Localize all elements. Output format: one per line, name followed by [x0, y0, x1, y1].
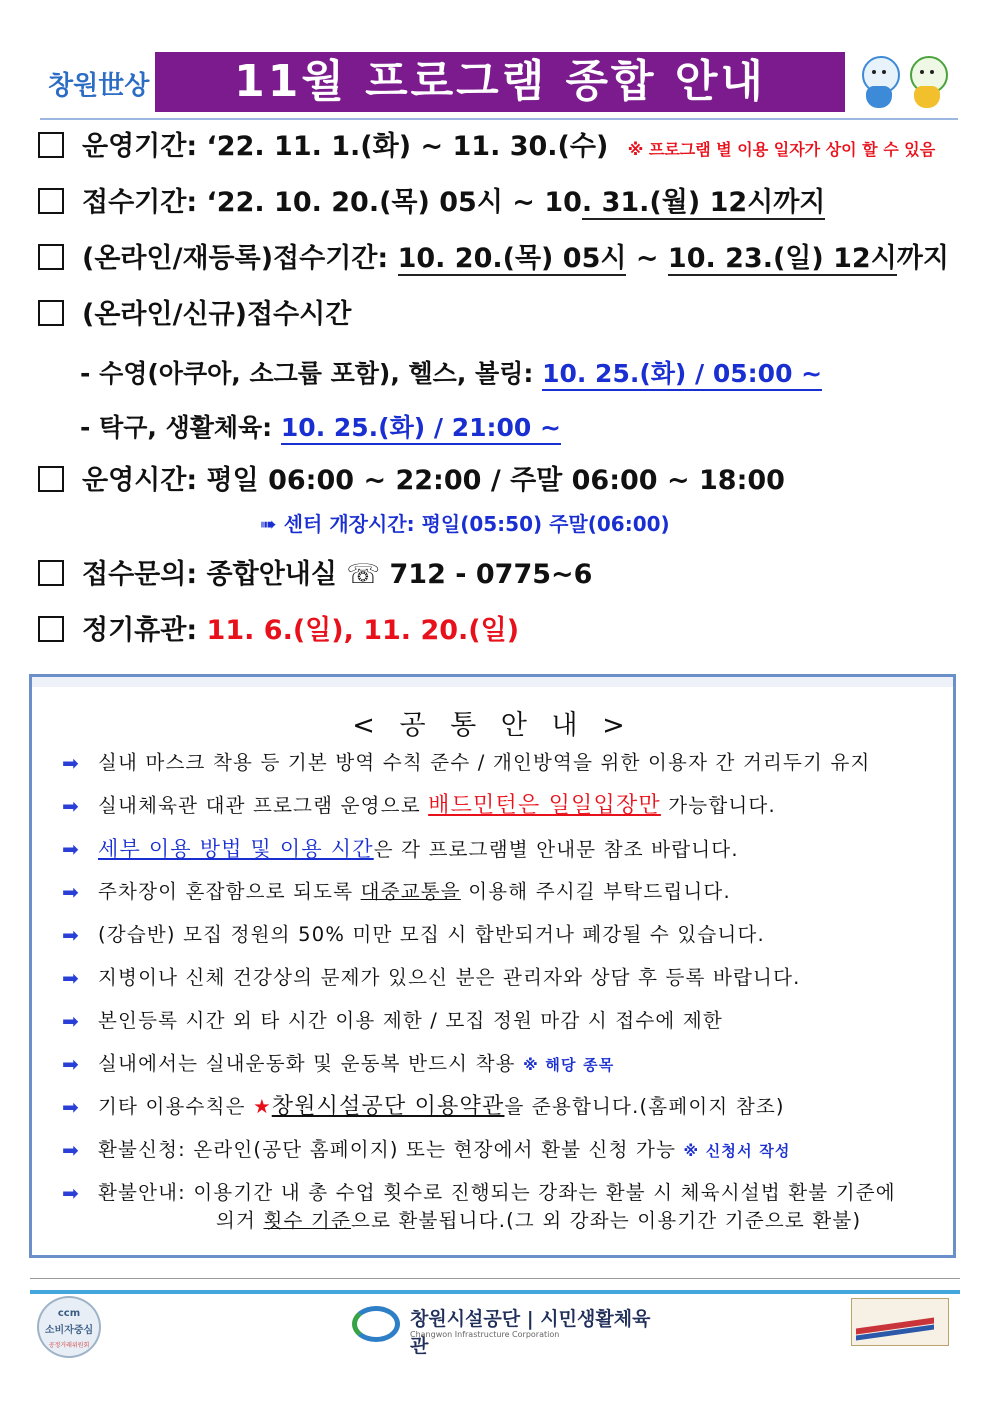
certification-mark-icon — [851, 1298, 949, 1346]
info-closed — [38, 614, 962, 648]
reception-label: 접수기간: — [82, 187, 198, 218]
page-title: 11월 프로그램 종합 안내 — [155, 52, 845, 112]
count-basis-highlight: 횟수 기준 — [263, 1209, 352, 1232]
arrow-right-icon: ➡ — [62, 1095, 80, 1119]
list-item: ➡ 세부 이용 방법 및 이용 시간은 각 프로그램별 안내문 참조 바랍니다. — [62, 837, 739, 861]
corporation-eng-name: Changwon Infrastructure Corporation — [410, 1330, 560, 1339]
corporation-swirl-icon — [352, 1306, 400, 1342]
period-note: ※ 프로그램 별 이용 일자가 상이 할 수 있음 — [627, 140, 936, 159]
corporation-name: 창원시설공단 | 시민생활체육관 — [410, 1308, 651, 1357]
arrow-right-icon: ➡ — [62, 837, 80, 861]
corporation-logo — [352, 1300, 652, 1357]
sport-note: ※ 해당 종목 — [523, 1056, 615, 1074]
arrow-right-icon: ➡ — [62, 1138, 80, 1162]
info-online-reregister — [38, 242, 962, 276]
usage-detail-highlight: 세부 이용 방법 및 이용 시간 — [98, 837, 374, 861]
inquiry-value: 종합안내실 ☏ 712 - 0775~6 — [206, 559, 593, 590]
footer-bar — [30, 1290, 960, 1294]
notice-list — [62, 749, 943, 1249]
sub2-label: - 탁구, 생활체육: — [80, 413, 273, 442]
list-item: ➡ 환불신청: 온라인(공단 홈페이지) 또는 현장에서 환불 신청 가능 ※ 신청서 작성 — [62, 1138, 791, 1162]
sub1-value: 10. 25.(화) / 05:00 ~ — [542, 359, 822, 391]
city-logo-text: 창원世상 — [48, 70, 150, 101]
closed-value: 11. 6.(일), 11. 20.(일) — [206, 615, 520, 646]
period-value: ‘22. 11. 1.(화) ~ 11. 30.(수) — [206, 131, 609, 162]
sub1-label: - 수영(아쿠아, 소그룹 포함), 헬스, 볼링: — [80, 359, 534, 388]
arrow-right-icon: ➡ — [62, 794, 80, 818]
mascots — [858, 54, 958, 110]
checkbox-icon — [38, 300, 64, 326]
common-notice-box — [29, 674, 956, 1258]
sub2-value: 10. 25.(화) / 21:00 ~ — [281, 413, 561, 445]
star-icon: ★ — [253, 1095, 272, 1118]
mascot-blue-icon — [858, 56, 900, 108]
ccm-logo: ccm 소비자중심 공정거래위원회 — [37, 1296, 101, 1358]
public-transport-highlight: 대중교통을 — [360, 880, 461, 903]
checkbox-icon — [38, 244, 64, 270]
info-period — [38, 130, 962, 167]
arrow-right-icon: ➡ — [62, 966, 80, 990]
info-hours — [38, 464, 962, 498]
city-logo — [48, 58, 166, 108]
arrow-right-icon: ➡ — [62, 1052, 80, 1076]
list-item: ➡ 실내 마스크 착용 등 기본 방역 수칙 준수 / 개인방역을 위한 이용자 간 거리두기 유지 — [62, 751, 871, 775]
list-item: ➡ 실내에서는 실내운동화 및 운동복 반드시 착용 ※ 해당 종목 — [62, 1052, 615, 1076]
checkbox-icon — [38, 188, 64, 214]
list-item: ➡ 기타 이용수칙은 ★창원시설공단 이용약관을 준용합니다.(홈페이지 참조) — [62, 1094, 785, 1119]
arrow-right-icon: ➡ — [62, 1181, 80, 1205]
arrow-right-icon: ➡ — [62, 1009, 80, 1033]
list-item: ➡ 실내체육관 대관 프로그램 운영으로 배드민턴은 일일입장만 가능합니다. — [62, 793, 776, 818]
list-item: ➡ 환불안내: 이용기간 내 총 수업 횟수로 진행되는 강좌는 환불 시 체육시설법 환불 기준에 의거 횟수 기준으로 환불됩니다.(그 외 강좌는 이용기간 기준으로 환불) — [62, 1181, 896, 1232]
checkbox-icon — [38, 616, 64, 642]
online-re-value-a: 10. 20.(목) 05시 — [397, 243, 627, 274]
info-sub-swim — [80, 358, 822, 390]
info-reception — [38, 186, 962, 220]
list-item: ➡ 주차장이 혼잡함으로 되도록 대중교통을 이용해 주시길 부탁드립니다. — [62, 880, 731, 904]
info-online-new — [38, 298, 962, 332]
info-inquiry — [38, 558, 962, 592]
arrow-right-icon: ➡ — [62, 880, 80, 904]
online-re-value-c: 까지 — [896, 243, 949, 274]
footer-divider — [30, 1278, 960, 1279]
reception-value-b: . 31.(월) 12시까지 — [581, 187, 826, 218]
closed-label: 정기휴관: — [82, 615, 198, 646]
arrow-right-icon: ➡ — [62, 751, 80, 775]
header-divider — [40, 118, 958, 120]
online-re-label: (온라인/재등록)접수기간: — [82, 243, 389, 274]
list-item: ➡ (강습반) 모집 정원의 50% 미만 모집 시 합반되거나 폐강될 수 있습니다. — [62, 923, 765, 947]
hours-label: 운영시간: — [82, 465, 198, 496]
online-re-tilde: ~ — [626, 243, 668, 274]
badminton-highlight: 배드민턴은 일일입장만 — [428, 793, 661, 818]
checkbox-icon — [38, 560, 64, 586]
online-re-value-b: 10. 23.(일) 12시 — [667, 243, 897, 274]
period-label: 운영기간: — [82, 131, 198, 162]
online-new-label: (온라인/신규)접수시간 — [82, 299, 352, 330]
notice-title: < 공 통 안 내 > — [352, 710, 633, 741]
terms-highlight: 창원시설공단 이용약관 — [271, 1094, 505, 1119]
checkbox-icon — [38, 466, 64, 492]
list-item: ➡ 본인등록 시간 외 타 시간 이용 제한 / 모집 정원 마감 시 접수에 제한 — [62, 1009, 723, 1033]
header — [40, 48, 960, 120]
hours-note: ➠ 센터 개장시간: 평일(05:50) 주말(06:00) — [260, 512, 670, 536]
hours-value: 평일 06:00 ~ 22:00 / 주말 06:00 ~ 18:00 — [206, 465, 785, 496]
arrow-right-icon: ➡ — [62, 923, 80, 947]
reception-value-a: ‘22. 10. 20.(목) 05시 ~ 10 — [206, 187, 582, 218]
refund-note: ※ 신청서 작성 — [683, 1142, 791, 1160]
mascot-green-icon — [906, 56, 948, 108]
checkbox-icon — [38, 132, 64, 158]
inquiry-label: 접수문의: — [82, 559, 198, 590]
info-sub-tabletennis — [80, 412, 561, 444]
list-item: ➡ 지병이나 신체 건강상의 문제가 있으신 분은 관리자와 상담 후 등록 바랍니다. — [62, 966, 801, 990]
